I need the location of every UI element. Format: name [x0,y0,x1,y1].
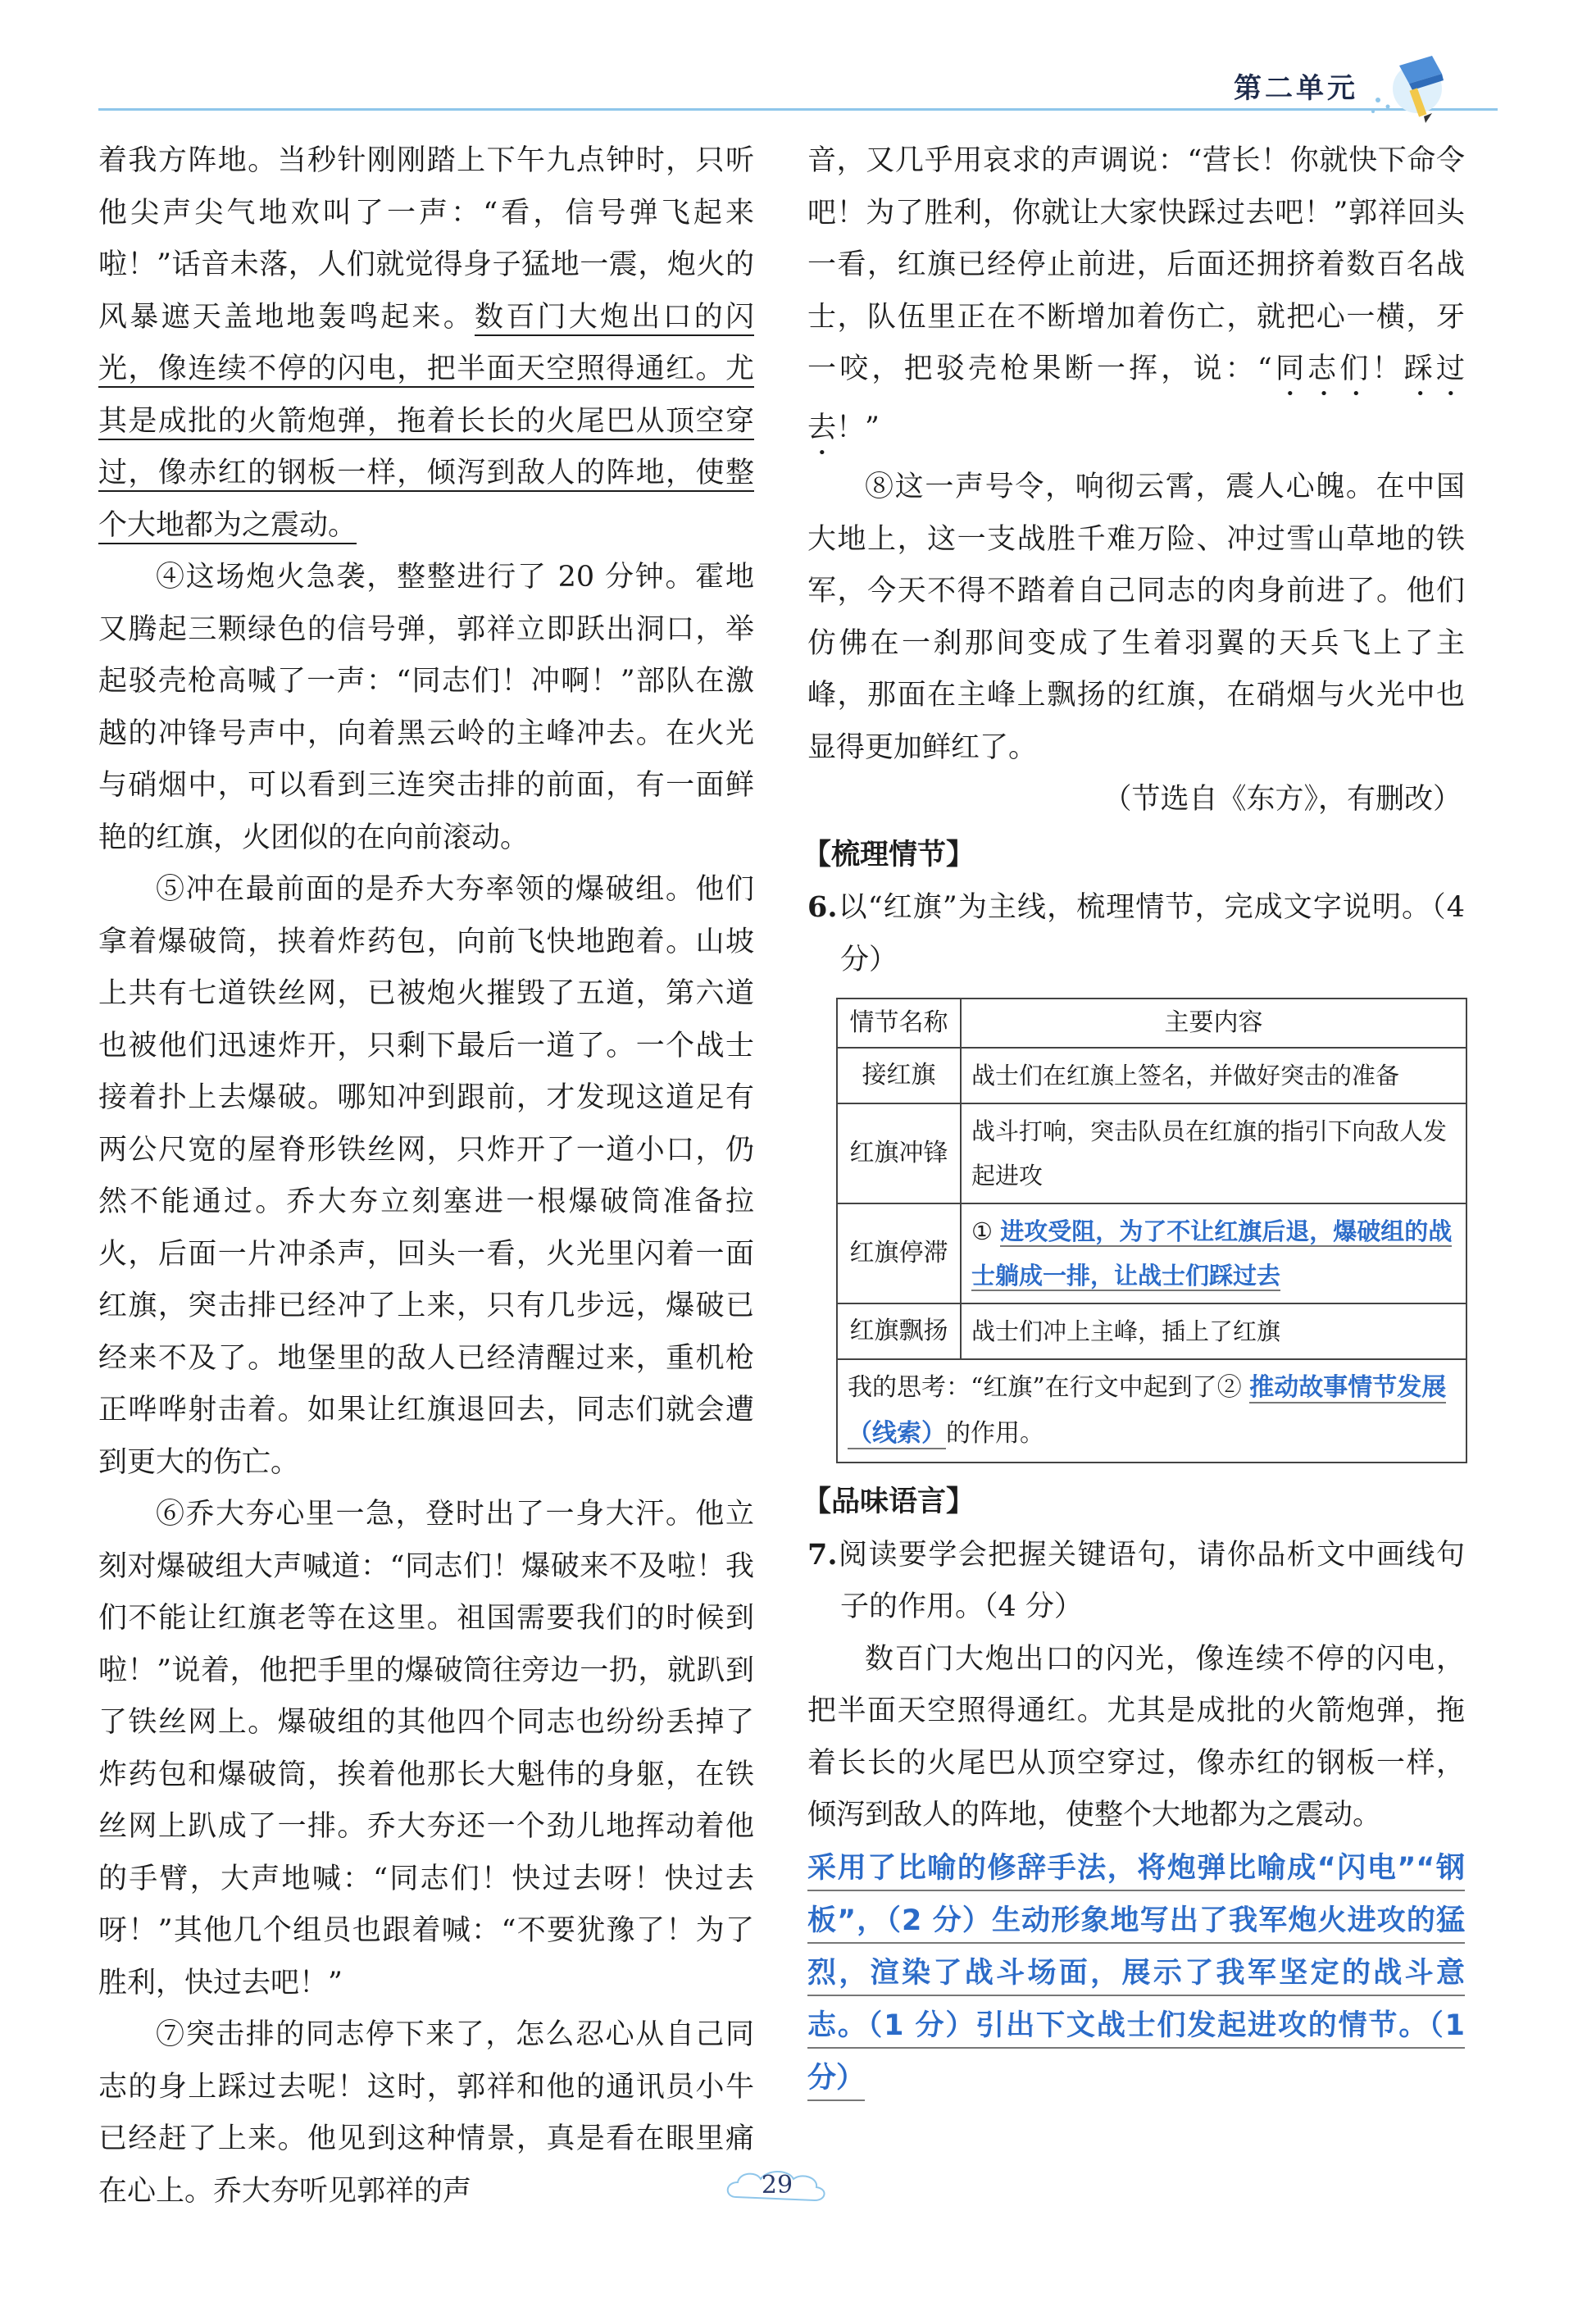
header-rule [98,108,1498,111]
table-header-row [837,999,1466,1048]
handwritten-answer: 进攻受阻，为了不让红旗后退，爆破组的战士躺成一排，让战士们踩过去 [971,1217,1453,1290]
right-column [803,135,1465,2104]
section-heading-plot: 【梳理情节】 [803,838,975,871]
paragraph-text: 音，又几乎用哀求的声调说：“营长！你就快下命令吧！为了胜利，你就让大家快踩过去吧！”郭祥回头一看，红旗已经停止前进，后面还拥挤着数百名战士，队伍里正在不断增加着伤亡，就把心一横，牙一咬，把驳壳枪果断一挥，说：“ [807,144,1465,385]
blank-marker: ② [1216,1373,1242,1402]
pencil-cap-icon [1366,41,1465,123]
paragraph-7: ⑦突击排的同志停下来了，怎么忍心从自己同志的身上踩过去呢！这时，郭祥和他的通讯员小牛已经赶了上来。他见到这种情景，真是看在眼里痛在心上。乔大夯听见郭祥的声 [98,2018,754,2208]
paragraph-7-cont [807,135,1465,462]
table-row [837,1359,1466,1463]
question-number: 6. [807,890,838,924]
thinking-row [837,1359,1466,1463]
paragraph-6: ⑥乔大夯心里一急，登时出了一身大汗。他立刻对爆破组大声喊道：“同志们！爆破来不及啦！我们不能让红旗老等在这里。祖国需要我们的时候到啦！”说着，他把手里的爆破筒往旁边一扔，就趴到了铁丝网上。爆破组的其他四个同志也纷纷丢掉了炸药包和爆破筒，挨着他那长大魁伟的身躯，在铁丝网上趴成了一排。乔大夯还一个劲儿地挥动着他的手臂，大声地喊：“同志们！快过去呀！快过去呀！”其他几个组员也跟着喊：“不要犹豫了！为了胜利，快过去吧！” [98,1498,754,1999]
quoted-passage: 数百门大炮出口的闪光，像连续不停的闪电，把半面天空照得通红。尤其是成批的火箭炮弹，拖着长长的火尾巴从顶空穿过，像赤红的钢板一样，倾泻到敌人的阵地，使整个大地都为之震动。 [807,1642,1465,1831]
table-row [837,1048,1466,1103]
plot-table [836,998,1467,1463]
page-header [98,66,1498,115]
table-row [837,1303,1466,1359]
plot-name: 接红旗 [837,1048,961,1103]
unit-title: 第二单元 [1234,72,1358,105]
plot-content: 战士们冲上主峰，插上了红旗 [961,1303,1466,1359]
paragraph-8: ⑧这一声号令，响彻云霄，震人心魄。在中国大地上，这一支战胜千难万险、冲过雪山草地的铁军，今天不得不踏着自己同志的肉身前进了。他们仿佛在一刹那间变成了生着羽翼的天兵飞上了主峰，那面在主峰上飘扬的红旗，在硝烟与火光中也显得更加鲜红了。 [807,471,1465,764]
table-row [837,1203,1466,1303]
table-row [837,1103,1466,1203]
column-header: 主要内容 [961,999,1466,1048]
question-text: 以“红旗”为主线，梳理情节，完成文字说明。（4 分） [837,891,1465,976]
page-number: 29 [761,2171,793,2200]
paragraph-4: ④这场炮火急袭，整整进行了 20 分钟。霍地又腾起三颗绿色的信号弹，郭祥立即跃出洞口，举起驳壳枪高喊了一声：“同志们！冲啊！”部队在激越的冲锋号声中，向着黑云岭的主峰冲去。在火光与硝烟中，可以看到三连突击排的前面，有一面鲜艳的红旗，火团似的在向前滚动。 [98,561,754,854]
page-number-badge [720,2164,834,2210]
handwritten-answer: 采用了比喻的修辞手法，将炮弹比喻成“闪电”“钢板”，（2 分）生动形象地写出了我军炮火进攻的猛烈，渲染了战斗场面，展示了我军坚定的战斗意志。（1 分）引出下文战士们发起进攻的情节。（1 分） [807,1852,1465,2101]
blank-marker: ① [971,1217,993,1245]
underlined-sentence: 数百门大炮出口的闪光，像连续不停的闪电，把半面天空照得通红。尤其是成批的火箭炮弹，拖着长长的火尾巴从顶空穿过，像赤红的钢板一样，倾泻到敌人的阵地，使整个大地都为之震动。 [98,300,754,542]
plot-content: 战斗打响，突击队员在红旗的指引下向敌人发起进攻 [961,1103,1466,1203]
question-7 [807,1529,1465,1634]
column-header: 情节名称 [837,999,961,1048]
plot-name: 红旗停滞 [837,1203,961,1303]
thinking-suffix: 的作用。 [946,1419,1044,1448]
section-heading-language: 【品味语言】 [803,1485,975,1518]
emphasized-phrase: 同志们！踩过去 [807,353,1465,444]
thinking-prefix: 我的思考：“红旗”在行文中起到了 [848,1373,1217,1402]
paragraph-text: ！” [836,412,880,444]
left-column [98,135,754,2218]
answer-7 [807,1842,1465,2104]
handwritten-answer: 推动故事情节发展（线索） [848,1373,1447,1448]
plot-content: 战士们在红旗上签名，并做好突击的准备 [961,1048,1466,1103]
source-note: （节选自《东方》，有删改） [1103,783,1462,816]
paragraph-text: 着我方阵地。当秒针刚刚踏上下午九点钟时，只听他尖声尖气地欢叫了一声：“看，信号弹飞起来啦！”话音未落，人们就觉得身子猛地一震，炮火的风暴遮天盖地地轰鸣起来。 [98,144,754,334]
question-6 [807,881,1465,986]
plot-name: 红旗飘扬 [837,1303,961,1359]
question-number: 7. [807,1537,838,1572]
paragraph-5: ⑤冲在最前面的是乔大夯率领的爆破组。他们拿着爆破筒，挟着炸药包，向前飞快地跑着。山坡上共有七道铁丝网，已被炮火摧毁了五道，第六道也被他们迅速炸开，只剩下最后一道了。一个战士接着扑上去爆破。哪知冲到跟前，才发现这道足有两公尺宽的屋脊形铁丝网，只炸开了一道小口，仍然不能通过。乔大夯立刻塞进一根爆破筒准备拉火，后面一片冲杀声，回头一看，火光里闪着一面红旗，突击排已经冲了上来，只有几步远，爆破已经来不及了。地堡里的敌人已经清醒过来，重机枪正哗哗射击着。如果让红旗退回去，同志们就会遭到更大的伤亡。 [98,873,754,1479]
answer-cell [961,1203,1466,1303]
paragraph-3-end [98,135,754,552]
question-text: 阅读要学会把握关键语句，请你品析文中画线句子的作用。（4 分） [837,1538,1465,1623]
plot-name: 红旗冲锋 [837,1103,961,1203]
